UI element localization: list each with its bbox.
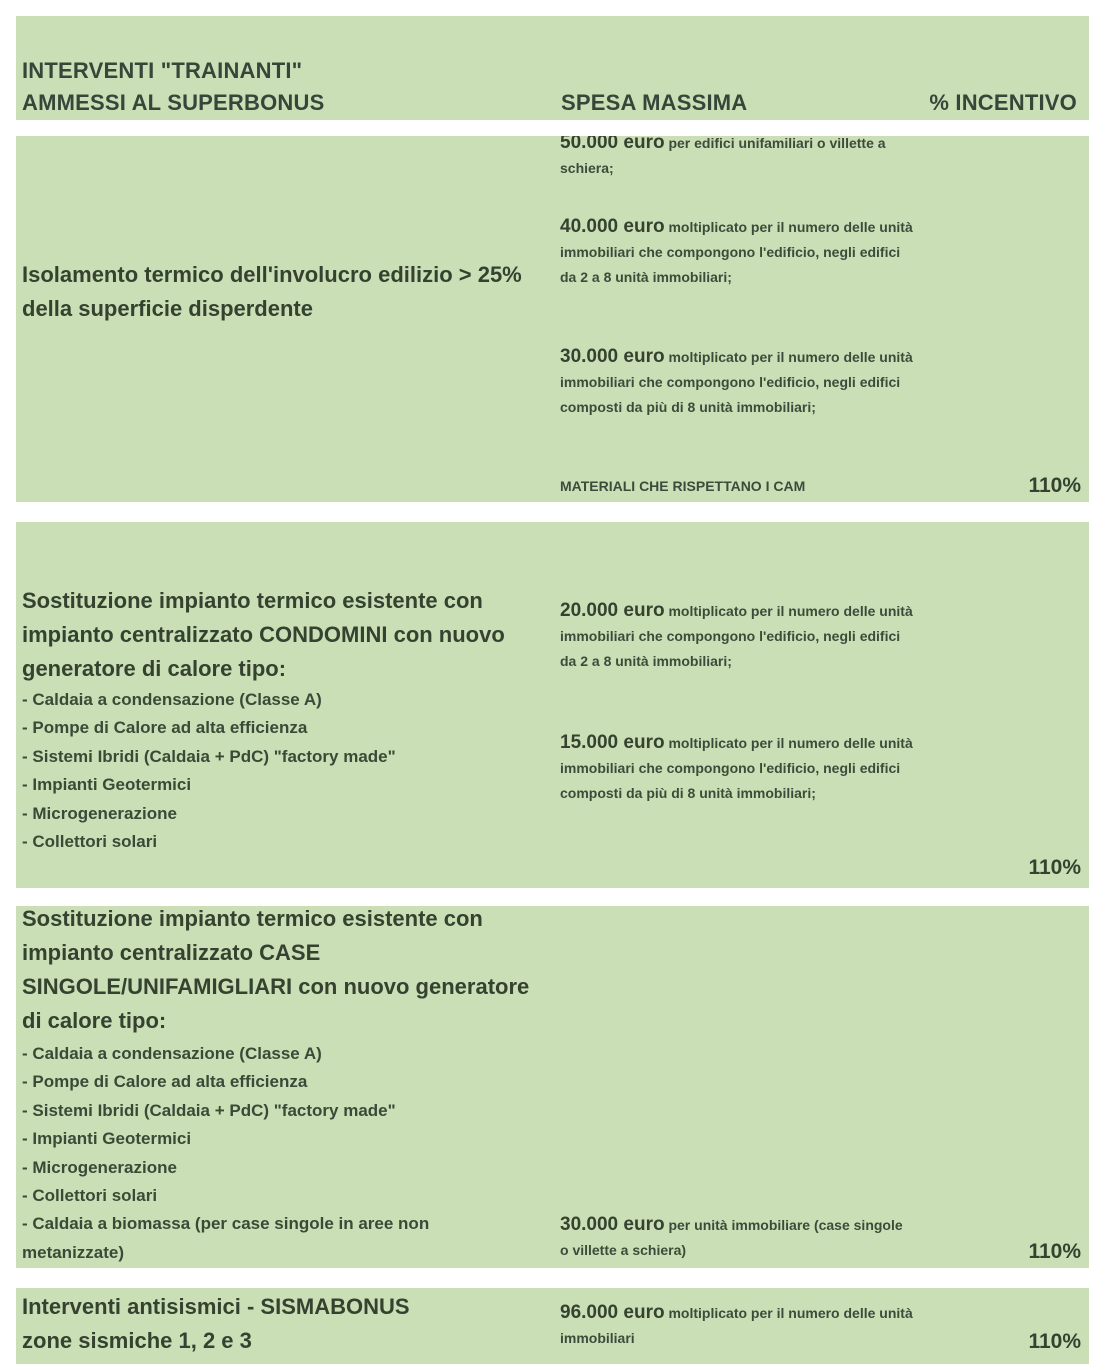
row-title: Sostituzione impianto termico esistente con impianto centralizzato CASE SINGOLE/UNIFAMIGLIARI con nuovo generatore di calore tipo: xyxy=(22,906,530,1033)
spesa-item xyxy=(560,214,915,290)
spesa-text: moltiplicato per il numero delle unità immobiliari xyxy=(560,1305,913,1346)
list-item: - Microgenerazione xyxy=(22,803,177,823)
list-item: - Caldaia a condensazione (Classe A) xyxy=(22,690,322,709)
list-item: - Sistemi Ibridi (Caldaia + PdC) "factory made" xyxy=(22,746,396,766)
list-item: - Collettori solari xyxy=(22,832,158,852)
list-item: - Pompe di Calore ad alta efficienza xyxy=(22,718,308,738)
spesa-item xyxy=(560,344,915,420)
spesa-amount: 40.000 euro xyxy=(560,216,665,237)
spesa-amount: 20.000 euro xyxy=(560,600,665,621)
list-item: - Pompe di Calore ad alta efficienza xyxy=(22,1072,308,1092)
list-item: - Impianti Geotermici xyxy=(22,775,192,795)
cam-note: MATERIALI CHE RISPETTANO I CAM xyxy=(560,478,806,494)
table-row-isolamento xyxy=(16,136,1089,502)
list-item: - Sistemi Ibridi (Caldaia + PdC) "factory made" xyxy=(22,1100,396,1120)
generator-list xyxy=(22,686,542,856)
spesa-item xyxy=(560,598,915,674)
header-interventi-line1: INTERVENTI "TRAINANTI" xyxy=(22,58,303,83)
list-item: - Caldaia a condensazione (Classe A) xyxy=(22,1044,322,1063)
list-item: - Microgenerazione xyxy=(22,1157,177,1177)
spesa-amount: 30.000 euro xyxy=(560,346,665,367)
incentivo-value: 110% xyxy=(1028,1330,1081,1353)
table-row-condomini xyxy=(16,522,1089,888)
spesa-text: moltiplicato per il numero delle unità immobiliari che compongono l'edificio, negli edifici da 2 a 8 unità immobiliari; xyxy=(560,219,913,285)
table-row-sismabonus xyxy=(16,1288,1089,1364)
row-title: Sostituzione impianto termico esistente con impianto centralizzato CONDOMINI con nuovo generatore di calore tipo: xyxy=(22,588,505,681)
row-title: Isolamento termico dell'involucro edilizio > 25% della superficie disperdente xyxy=(22,262,522,321)
spesa-text: per unità immobiliare (case singole o villette a schiera) xyxy=(560,1217,903,1258)
table-row-case-singole xyxy=(16,906,1089,1268)
header-spesa-massima: SPESA MASSIMA xyxy=(561,90,748,115)
list-item: - Caldaia a biomassa (per case singole in aree non metanizzate) xyxy=(22,1214,430,1262)
incentivo-value: 110% xyxy=(1028,474,1081,497)
spesa-text: per edifici unifamiliari o villette a schiera; xyxy=(560,136,886,176)
list-item: - Impianti Geotermici xyxy=(22,1129,192,1149)
spesa-text: moltiplicato per il numero delle unità immobiliari che compongono l'edificio, negli edifici da 2 a 8 unità immobiliari; xyxy=(560,603,913,669)
spesa-text: moltiplicato per il numero delle unità immobiliari che compongono l'edificio, negli edifici composti da più di 8 unità immobiliari; xyxy=(560,735,913,801)
spesa-text: moltiplicato per il numero delle unità immobiliari che compongono l'edificio, negli edifici composti da più di 8 unità immobiliari; xyxy=(560,349,913,415)
spesa-amount: 15.000 euro xyxy=(560,732,665,753)
table-header xyxy=(16,16,1089,120)
spesa-amount: 96.000 euro xyxy=(560,1302,665,1323)
incentivo-value: 110% xyxy=(1028,856,1081,879)
generator-list xyxy=(22,1040,502,1267)
incentivo-value: 110% xyxy=(1028,1240,1081,1263)
header-interventi-line2: AMMESSI AL SUPERBONUS xyxy=(22,90,325,115)
spesa-amount: 30.000 euro xyxy=(560,1214,665,1235)
list-item: - Collettori solari xyxy=(22,1186,158,1206)
row-title: Interventi antisismici - SISMABONUS zone sismiche 1, 2 e 3 xyxy=(22,1294,410,1353)
spesa-item xyxy=(560,136,915,181)
spesa-item xyxy=(560,730,915,806)
spesa-item xyxy=(560,1300,915,1351)
spesa-amount: 50.000 euro xyxy=(560,136,665,153)
spesa-item xyxy=(560,1212,915,1263)
header-incentivo: % INCENTIVO xyxy=(929,90,1077,115)
